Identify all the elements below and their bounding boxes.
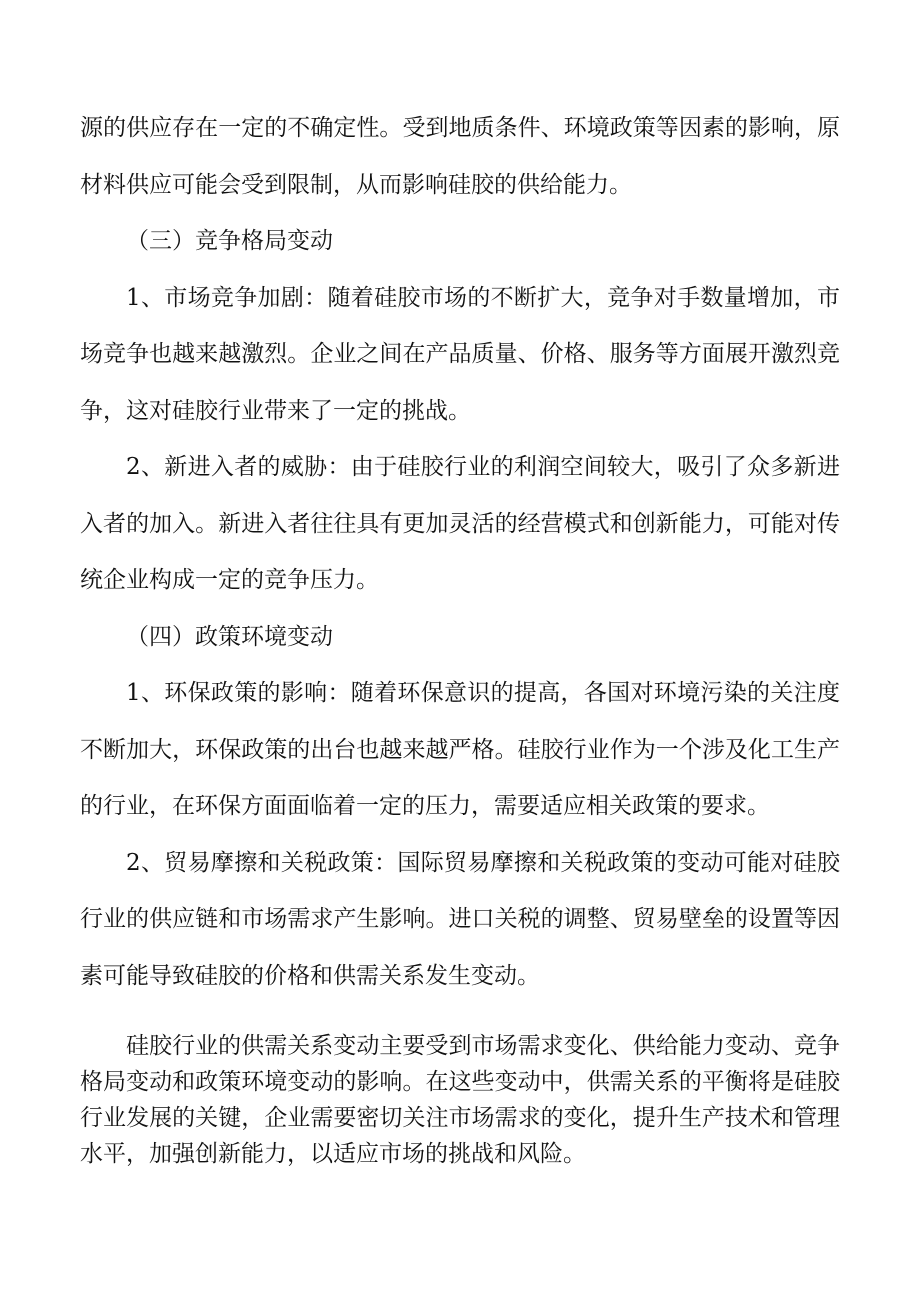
paragraph-trade-tariff: 2、贸易摩擦和关税政策：国际贸易摩擦和关税政策的变动可能对硅胶行业的供应链和市场需求产生影响。进口关税的调整、贸易壁垒的设置等因素可能导致硅胶的价格和供需关系发生变动。 — [80, 849, 840, 989]
paragraph-new-entrants: 2、新进入者的威胁：由于硅胶行业的利润空间较大，吸引了众多新进入者的加入。新进入者往往具有更加灵活的经营模式和创新能力，可能对传统企业构成一定的竞争压力。 — [80, 454, 840, 593]
paragraph-gap — [80, 1004, 840, 1028]
document-page — [80, 100, 840, 1172]
section-heading-policy: （四）政策环境变动 — [126, 623, 333, 650]
section-heading-competition: （三）竞争格局变动 — [126, 228, 333, 254]
paragraph-raw-material-supply: 源的供应存在一定的不确定性。受到地质条件、环境政策等因素的影响，原材料供应可能会受到限制，从而影响硅胶的供给能力。 — [80, 115, 840, 198]
paragraph-market-competition: 1、市场竞争加剧：随着硅胶市场的不断扩大，竞争对手数量增加，市场竞争也越来越激烈。企业之间在产品质量、价格、服务等方面展开激烈竞争，这对硅胶行业带来了一定的挑战。 — [80, 284, 840, 424]
paragraph-summary: 硅胶行业的供需关系变动主要受到市场需求变化、供给能力变动、竞争格局变动和政策环境变动的影响。在这些变动中，供需关系的平衡将是硅胶行业发展的关键，企业需要密切关注市场需求的变化，提升生产技术和管理水平，加强创新能力，以适应市场的挑战和风险。 — [80, 1033, 840, 1167]
paragraph-environmental-policy: 1、环保政策的影响：随着环保意识的提高，各国对环境污染的关注度不断加大，环保政策的出台也越来越严格。硅胶行业作为一个涉及化工生产的行业，在环保方面面临着一定的压力，需要适应相关政策的要求。 — [80, 680, 840, 819]
